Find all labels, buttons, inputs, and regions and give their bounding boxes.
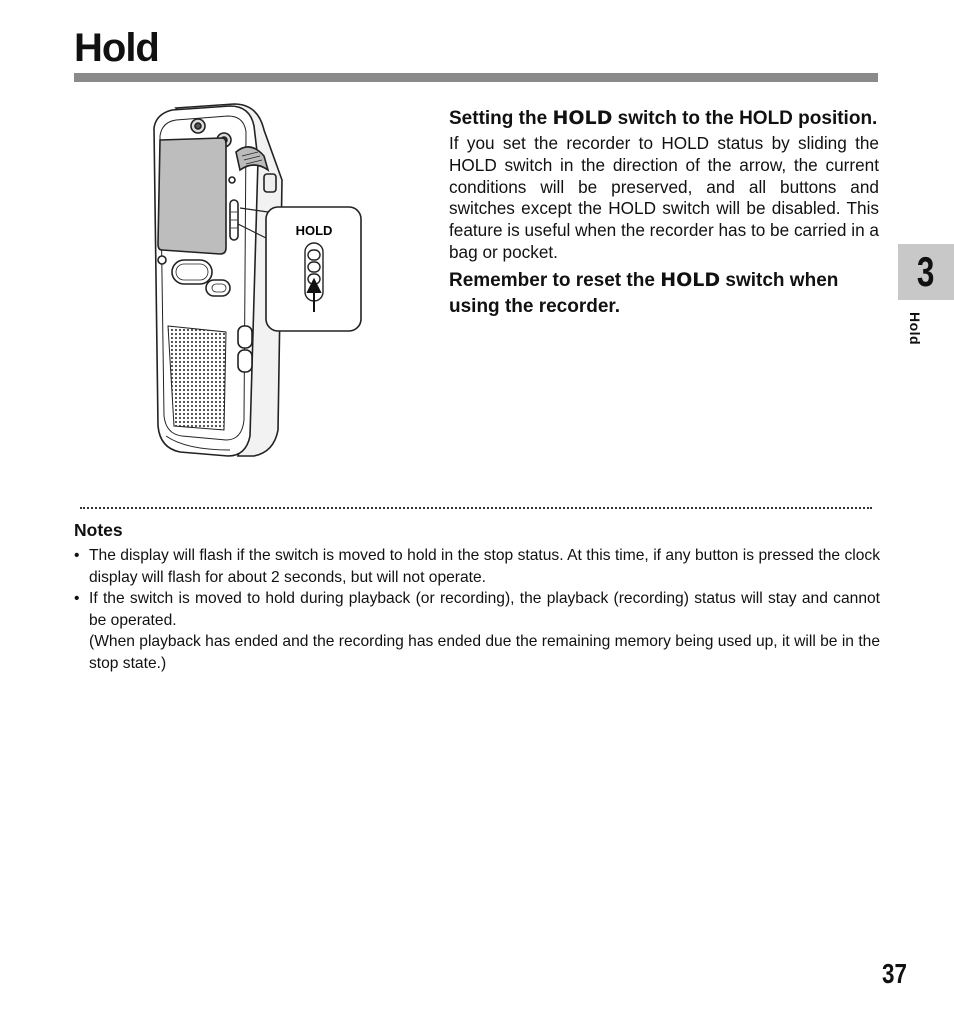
notes-list — [74, 545, 880, 674]
reminder-text: Remember to reset the HOLD switch when using the recorder. — [449, 268, 839, 317]
hold-keyword: HOLD — [552, 107, 613, 129]
chapter-tab — [898, 244, 954, 300]
voice-recorder-icon — [154, 104, 282, 456]
hold-callout-label: HOLD — [295, 223, 333, 238]
chapter-number: 3 — [917, 248, 935, 295]
bullet-icon: • — [74, 547, 80, 564]
note-text: The display will flash if the switch is moved to hold in the stop status. At this time, if any button is pressed the clock display will flash for about 2 seconds, but will not operate. — [89, 547, 880, 586]
page-number: 37 — [882, 958, 907, 989]
list-item — [74, 588, 880, 674]
list-item — [74, 545, 880, 588]
note-subtext: (When playback has ended and the recording has ended due the remaining memory being used up, it will be in the stop state.) — [89, 633, 880, 672]
note-text: If the switch is moved to hold during playback (or recording), the playback (recording) status will stay and cannot be operated. — [89, 590, 880, 629]
dotted-separator — [80, 507, 872, 509]
recorder-illustration — [146, 100, 366, 465]
hold-instructions — [449, 105, 879, 320]
title-underline-bar — [74, 73, 878, 82]
section-body: If you set the recorder to HOLD status by sliding the HOLD switch in the direction of the arrow, the current conditions will be preserved, and all buttons and switches except the HOLD switch will be disabled. This feature is useful when the recorder has to be carried in a bag or pocket. — [449, 133, 879, 262]
section-heading: Setting the HOLD switch to the HOLD position. — [449, 107, 878, 129]
hold-keyword-reminder: HOLD — [660, 268, 721, 291]
bullet-icon: • — [74, 590, 80, 607]
notes-title: Notes — [74, 520, 123, 540]
chapter-tab-label: Hold — [907, 312, 923, 346]
page-title: Hold — [74, 26, 159, 70]
